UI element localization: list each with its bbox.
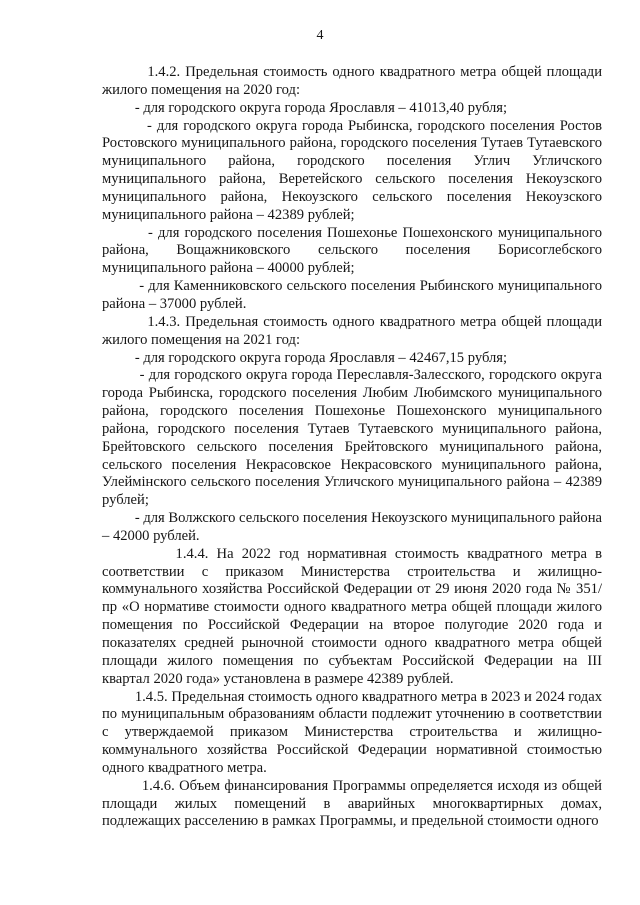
paragraph-1-4-2-heading: 1.4.2. Предельная стоимость одного квадратного метра общей площади жилого помещения на 2020 год: [102,64,602,98]
paragraph-poshekhonye-2020: - для городского поселения Пошехонье Пошехонского муниципального района, Вощажниковского сельского поселения Борисоглебского муниципального района – 40000 рублей; [102,224,602,277]
paragraph-yaroslavl-2020: - для городского округа города Ярославля – 41013,40 рубля; [102,99,508,116]
paragraph-volzhskoe-2021: - для Волжского сельского поселения Некоузского муниципального района – 42000 рублей. [102,510,602,544]
paragraph-kamennikovskoe-2020: - для Каменниковского сельского поселения Рыбинского муниципального района – 37000 рублей. [102,278,602,312]
page-number: 4 [316,28,324,43]
paragraph-1-4-6: 1.4.6. Объем финансирования Программы определяется исходя из общей площади жилых помещений в аварийных многоквартирных домах, подлежащих расселению в рамках Программы, и предельной стоимости одного [102,777,602,830]
paragraph-pereslavl-group-2021: - для городского округа города Переславля-Залесского, городского округа города Рыбинска, городского поселения Любим Любимского муниципального района, городского поселения Пошехонье Пошехонского муниципального района, городского поселения Тутаев Тутаевского муниципального района, Брейтовского сельского поселения Брейтовского муниципального района, сельского поселения Некрасовское Некрасовского муниципального района, Улеймінского сельского поселения Угличского муниципального района – 42389 рублей; [102,367,602,509]
paragraph-1-4-3-heading: 1.4.3. Предельная стоимость одного квадратного метра общей площади жилого помещения на 2021 год: [102,313,602,348]
document-body [102,64,602,831]
paragraph-1-4-4: 1.4.4. На 2022 год нормативная стоимость квадратного метра в соответствии с приказом Министерства строительства и жилищно-коммунального хозяйства Российской Федерации от 29 июня 2020 года № 351/пр «О нормативе стоимости одного квадратного метра общей площади жилого помещения по Российской Федерации на второе полугодие 2020 года и показателях средней рыночной стоимости одного квадратного метра общей площади жилого помещения по субъектам Российской Федерации на III квартал 2020 года» установлена в размере 42389 рублей. [102,545,602,687]
paragraph-1-4-5: 1.4.5. Предельная стоимость одного квадратного метра в 2023 и 2024 годах по муниципальным образованиям области подлежит уточнению в соответствии с утверждаемой приказом Министерства строительства и жилищно-коммунального хозяйства Российской Федерации нормативной стоимостью одного квадратного метра. [102,688,602,776]
paragraph-yaroslavl-2021: - для городского округа города Ярославля – 42467,15 рубля; [102,349,508,366]
paragraph-rybinsk-group-2020: - для городского округа города Рыбинска, городского поселения Ростов Ростовского муниципального района, городского поселения Тутаев Тутаевского муниципального района, городского поселения Углич Угличского муниципального района, Веретейского сельского поселения Некоузского муниципального района, Некоузского сельского поселения Некоузского муниципального района – 42389 рублей; [102,117,602,223]
